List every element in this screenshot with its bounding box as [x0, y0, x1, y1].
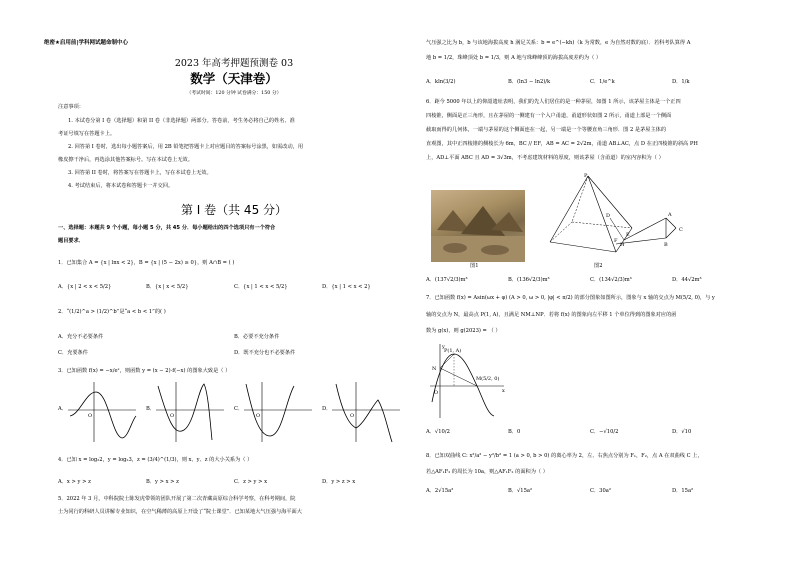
q7-label-x: x	[502, 388, 505, 394]
q6-option-c: C．(134√2/3)m³	[590, 277, 632, 283]
figure1-caption: 图1	[470, 263, 479, 269]
q3-graph-d	[330, 380, 404, 444]
q6-option-d: D．44√2m³	[672, 277, 702, 283]
q5-option-a: A．kln(3/2)	[426, 79, 456, 85]
note-line: 考证号填写在答题卡上。	[58, 131, 116, 137]
q1-stem: 1．已知集合 A = {x | lnx < 2}，B = {x | (5 − 2x) ≥ 0}，则 A∩B = ( )	[58, 260, 235, 266]
svg-text:F: F	[614, 238, 618, 244]
q5-cont-line: 地 b = 1/2，珠峰顶处 b = 1/3，则 A 地与珠峰峰顶的海拔高度差约为（ ）	[426, 55, 602, 61]
svg-text:P: P	[584, 173, 588, 179]
q7-label-n: N	[432, 366, 437, 372]
q1-option-a: A．{x | 2 < x < 5/2}	[58, 284, 112, 290]
q8-option-b: B．√15a²	[508, 488, 533, 494]
q7-option-c: C．−√10/2	[590, 429, 619, 435]
q7-line: 轴的交点为 N，最高点 P(1, A)，且满足 NM⊥NP．若将 f(x) 的图象向左平移 1 个单位得到的图象对应的函	[426, 312, 677, 318]
svg-text:D: D	[606, 213, 611, 219]
q7-option-b: B．0	[508, 429, 521, 435]
q2-option-a: A．充分不必要条件	[58, 334, 104, 340]
part1-instruction: 一、选择题：本题共 9 个小题，每小题 5 分，共 45 分．每小题给出的四个选项只有一个符合	[58, 225, 276, 231]
q4-option-d: D．y > z > x	[322, 479, 356, 485]
q6-option-a: A．(137√2/3)m³	[426, 277, 468, 283]
figure2-caption: 图2	[594, 263, 603, 269]
q2-stem: 2．“(1/2)^a > (1/2)^b”是“a < b < 1”的( )	[58, 309, 166, 315]
hut-photo-drawing	[431, 190, 525, 262]
q7-option-a: A．√10/2	[426, 429, 450, 435]
svg-text:O: O	[88, 413, 93, 419]
q8-option-d: D．15a²	[672, 488, 694, 494]
header-watermark: 绝密★启用前|学科网试题命制中心	[44, 40, 128, 46]
q7-line: 7．已知函数 f(x) = Asin(ωx + φ) (A > 0, ω > 0, |φ| < π/2) 的部分图象如图所示，图象与 x 轴的交点为 M(5/2, 0)，与 y	[426, 295, 715, 301]
q2-option-d: D．既不充分也不必要条件	[234, 350, 296, 356]
q4-option-c: C．z > y > x	[234, 479, 268, 485]
part1-title: 第 I 卷（共 45 分）	[180, 203, 288, 217]
q6-line: 直观图，其中正四棱锥的侧棱长为 6m，BC // EF，AB = AC = 2√2m，甬道 AB⊥AC，点 D 在正四棱锥的斜高 PH	[426, 141, 698, 147]
svg-text:H: H	[620, 242, 625, 248]
q4-stem: 4．已知 x = log₃2，y = log₂3，z = (3/4)^(1/3)，则 x、y、z 的大小关系为（ ）	[58, 457, 253, 463]
q8-line: 8．已知双曲线 C: x²/a² − y²/b² = 1 (a > 0, b > 0) 的离心率为 2，左、右焦点分别为 F₁，F₂，点 A 在双曲线 C 上，	[426, 453, 703, 459]
hut-photo-image	[431, 190, 525, 262]
svg-text:E: E	[626, 232, 630, 238]
q6-line: 上，AD⊥平面 ABC 且 AD = 3√3m，不考虑建筑材料的厚度，则该茅屋（含甬道）的室内容积为（ ）	[426, 155, 664, 161]
q7-option-d: D．√10	[672, 429, 692, 435]
svg-text:O: O	[350, 413, 355, 419]
q5-option-d: D．1/k	[672, 79, 690, 85]
q3-graph-b	[154, 380, 228, 444]
exam-title: 2023 年高考押题预测卷 03	[174, 58, 294, 69]
svg-text:O: O	[256, 413, 261, 419]
q2-option-c: C．充要条件	[58, 350, 88, 356]
q6-line: 6．距今 5000 年以上的仰韶遗址表明，我们的先人们居住的是一种茅屋，如图 1 所示，该茅屋主体是一个正四	[426, 99, 681, 105]
q2-option-b: B．必要不充分条件	[234, 334, 280, 340]
note-line: 橡皮擦干净后，再选涂其他答案标号。写在本试卷上无效。	[58, 157, 193, 163]
q8-option-a: A．2√15a²	[426, 488, 454, 494]
note-line: 1. 本试卷分第 I 卷（选择题）和第 II 卷（非选择题）两部分。答卷前，考生务必将自己的姓名、准	[68, 118, 295, 124]
exam-subject: 数学（天津卷）	[190, 71, 278, 86]
q6-option-b: B．(136√2/3)m³	[508, 277, 550, 283]
q7-label-p: P(1, A)	[444, 348, 462, 354]
q3-graph-a	[66, 380, 140, 444]
q5-option-b: B．(ln3 − ln2)/k	[508, 79, 551, 85]
exam-time: （考试时间：120 分钟 试卷满分：150 分）	[186, 91, 282, 96]
note-line: 2. 回答第 I 卷时，选出每小题答案后，用 2B 铅笔把答题卡上对应题目的答案标号涂黑，如需改动，用	[68, 144, 304, 150]
q8-line: 若△AF₁F₂ 的周长为 10a，则△AF₁F₂ 的面积为（ ）	[426, 469, 548, 475]
q7-sine-graph	[428, 342, 508, 420]
q6-line: 四棱锥，侧面是正三角形，且在茅屋的一侧建有一个入户甬道，甬道形状如图 2 所示，甬道上部是一个侧面	[426, 113, 672, 119]
svg-text:C: C	[679, 227, 683, 233]
q7-line: 数为 g(x)，则 g(2023) = （ ）	[426, 328, 501, 334]
svg-text:A: A	[668, 212, 672, 218]
q3-label-c: C．	[234, 406, 244, 412]
q3-stem: 3．已知函数 f(x) = −x/eˣ，则函数 y = (x − 2)·f(−x) 的图象大致是（ ）	[58, 368, 231, 374]
svg-text:B: B	[664, 242, 668, 248]
q6-pyramid-diagram	[536, 172, 696, 264]
right-column	[426, 0, 756, 562]
q3-label-b: B．	[146, 406, 155, 412]
q5-line: 士为同行的科研人员讲解专业知识，在空气稀薄的高原上开设了“院士课堂”．已知某地大气压强与海平面大	[58, 509, 302, 515]
q8-option-c: C．30a²	[590, 488, 611, 494]
q3-label-a: A．	[58, 406, 67, 412]
q4-option-b: B．y > x > z	[146, 479, 179, 485]
notes-heading: 注意事项：	[58, 104, 84, 110]
q6-line: 截取而得的几何体，一端与茅屋的这个侧面连在一起，另一端是一个等腰直角三角形．图 2 是茅屋主体的	[426, 127, 667, 133]
q3-label-d: D．	[322, 406, 332, 412]
q7-label-m: M(5/2, 0)	[476, 376, 500, 382]
q7-label-y: y	[442, 344, 445, 350]
q1-option-b: B．{x | x < 5/2}	[146, 284, 189, 290]
note-line: 4. 考试结束后，将本试卷和答题卡一并交回。	[68, 183, 174, 189]
q3-graph-c	[242, 380, 316, 444]
left-column	[44, 0, 410, 562]
part1-instruction: 题目要求．	[58, 238, 84, 244]
q4-option-a: A．x > y > z	[58, 479, 91, 485]
q7-label-o: O	[434, 390, 439, 396]
q1-option-c: C．{x | 1 < x < 5/2}	[234, 284, 288, 290]
note-line: 3. 回答第 II 卷时，将答案写在答题卡上，写在本试卷上无效。	[68, 170, 212, 176]
q1-option-d: D．{x | 1 < x < 2}	[322, 284, 371, 290]
q5-cont-line: 气压强之比为 b，b 与该地海拔高度 h 满足关系：b = e^(−kh)（k 为常数，e 为自然对数的底）．若科考队算得 A	[426, 40, 691, 46]
q5-line: 5．2022 年 3 月，中科院院士陈发虎带领的团队开展了第二次青藏高原综合科学考察，在科考期间，院	[58, 496, 296, 502]
svg-text:O: O	[170, 413, 175, 419]
q5-option-c: C．1/e^k	[590, 79, 615, 85]
